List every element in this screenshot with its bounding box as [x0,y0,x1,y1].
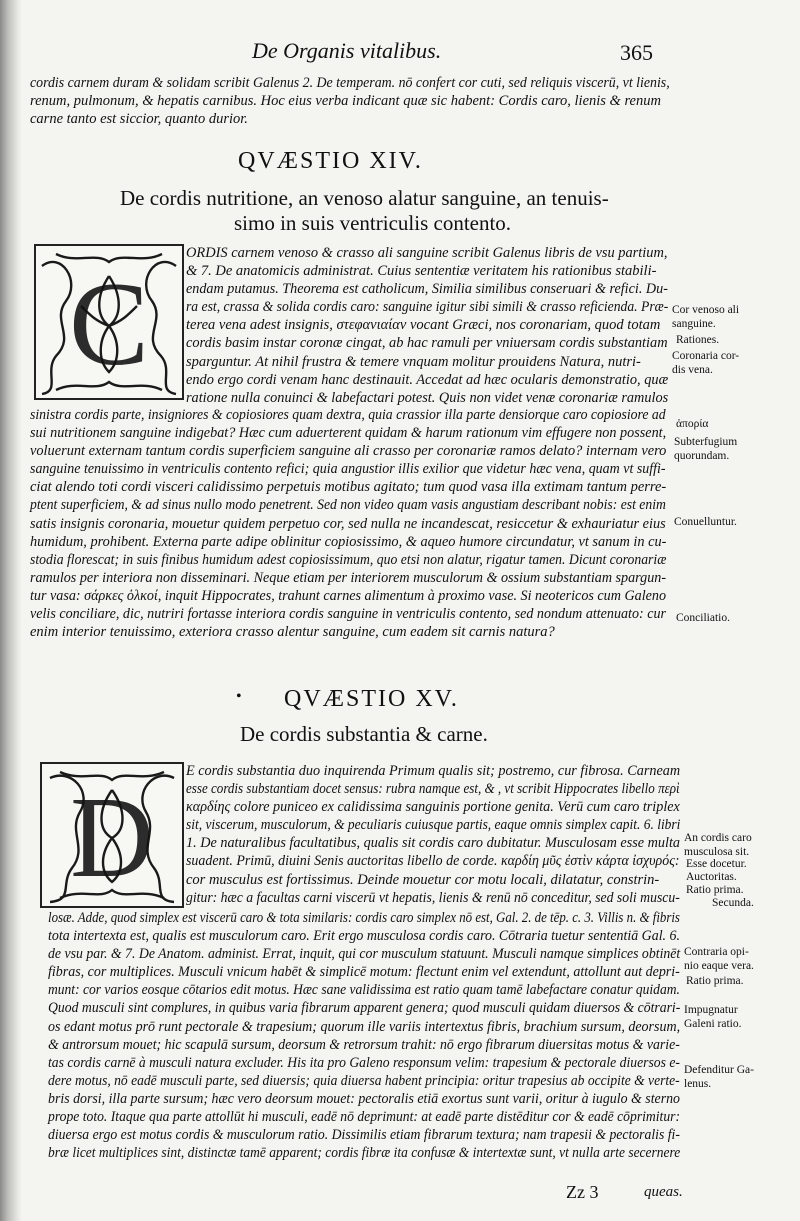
margin-note [686,975,744,989]
text-line: sanguine tenuissimo in ventriculis contento refici; quia angustior illis exilior que videtur hæc vena, quam vt suffi- [30,461,666,478]
text-line: E cordis substantia duo inquirenda Primum qualis sit; postremo, cur fibrosa. Carneam [186,763,681,779]
title-line: De cordis nutritione, an venoso alatur sanguine, an tenuis- [120,186,609,210]
page-gutter-shadow [0,0,22,1221]
margin-note-line: Defenditur Ga- [684,1064,754,1076]
text-line: endam putamus. Theorema est catholicum, Similia similibus conseruari & refici. Du- [186,281,668,298]
text-line: tota intertexta est, qualis est musculorum caro. Erit ergo musculosa cordis caro. Cōtraria tuetur sententiā Gal. 6. [48,928,680,945]
margin-note [674,516,737,530]
text-line: os edant motus prō runt pectorale & trapesium; quorum ille variis intertextus fibris, brachium sursum, deorsum, [48,1018,681,1035]
margin-note-line: Galeni ratio. [684,1017,742,1030]
text-line: prope toto. Itaque qua parte attollūt hi musculi, eadē nō deprimunt: at eadē parte distēditur cor & eadē cōprimitur: [48,1109,681,1126]
text-line: 1. De naturalibus facultatibus, qualis sit cordis caro dubitatur. Musculosam esse multa [186,835,681,852]
text-line: bræ licet multiplices sint, distinctæ tamē apparent; cordis fibræ ita confusæ & intertextæ sunt, vt nulla arte secernere [48,1145,681,1162]
margin-note-line: Conciliatio. [676,612,730,624]
margin-note [686,858,747,872]
text-line: ciat alendo toti cordi visceri calidissimo perpetuis motibus agitato; tum quod vasa illa extimam tantum perre- [30,479,667,496]
text-line: cor musculus est fortissimus. Deinde mouetur cor motu locali, dilatatur, constrin- [186,871,660,888]
catchword: queas. [644,1184,683,1200]
text-line: stodia florescat; in suis finibus humidum adest copiosissimum, quo etsi non alatur, rigatur tamen. Dicunt coronariæ [30,551,667,568]
text-line: suadent. Primū, diuini Senis auctoritas libello de corde. καρδίη μῦς ἐστὶν κάρτα ἰσχυρός: [186,853,680,870]
title-line: De cordis substantia & carne. [240,722,488,746]
margin-note [672,304,739,331]
margin-note-line: musculosa sit. [684,845,750,858]
text-line: & 7. De anatomicis administrat. Cuius sententiæ veritatem his rationibus stabili- [186,263,657,280]
margin-note [674,436,737,463]
margin-note-line: Subterfugium [674,436,738,448]
margin-note-line: Coronaria cor- [672,350,740,362]
text-line: humidum, prohibent. Externa parte adipe oblinitur copiosissimo, & aqueo humore circundatur, vt sanum in cu- [30,533,667,550]
question-15-body-indented [186,762,735,907]
margin-note-line: Ratio prima. [686,975,744,987]
question-14-title [120,186,609,236]
text-line: sit, viscerum, musculorum, & peculiaris cuiusque partis, eaque omnis simplex capit. 6. libri [186,817,681,834]
text-line: & antrorsum mouet; hic scapulā sursum, deorsum & retrorsum trahit: nō ergo fibrarum diuersitas motus & varie- [48,1036,680,1053]
margin-note [686,884,744,898]
text-line: Quod musculi sint complures, in quibus varia fibrarum apparent genera; quod musculi quidam diuersos & cōtrari- [48,1000,681,1017]
text-line: terea vena adest insignis, στεφανιαίαν vocant Græci, nos coronariam, quod totam [186,317,661,334]
text-line: fibras, cor multiplices. Musculi vnicum habēt & simplicē motum: flectunt enim vel extendunt, attollunt aut depri- [48,964,680,981]
margin-note-line: Secunda. [712,897,754,909]
margin-note-line: lenus. [684,1077,712,1090]
intro-paragraph [30,74,699,128]
margin-note [686,871,737,885]
margin-note-line: Impugnatur [684,1004,738,1016]
margin-note-line: nio eaque vera. [684,959,754,972]
question-14-heading: QVÆSTIO XIV. [238,148,423,174]
decorated-initial-d [40,762,184,908]
text-line: munt: cor varios eosque cōtarios edit motus. Hæc sane validissima est ratio quam tamē labefactare conatur quidam. [48,982,680,999]
initial-letter: D [70,774,154,902]
text-line: tur vasa: σάρκες ὁλκοί, inquit Hippocrates, trahunt carnes alimentum à proximo vase. Si neotericos cum Galeno [30,587,667,604]
question-15-body-full [48,909,760,1162]
text-line: ratione nulla conuinci & labefactari potest. Quis non videt venæ coronariæ ramulos [186,389,669,406]
margin-note [676,612,730,626]
text-line: voluerunt externam tantum cordis superficiem sanguine ali crasso per coronariæ ramos delato? internam vero [30,443,667,460]
margin-note-line: Auctoritas. [686,871,737,883]
text-line: losæ. Adde, quod simplex est viscerū caro & tota similaris: cordis caro simplex nō est, Gal. 2. de tēp. c. 3. Villis n. & fibris [48,910,680,926]
decorated-initial-c [34,244,184,400]
text-line: dere motus, nō eadē musculi parte, sed diuersis; quia diuersa habent principia: oritur trapesius ab occipite & verte- [48,1072,680,1089]
text-line: esse cordis substantiam docet sensus: rubra namque est, & , vt scribit Hippocrates libello περὶ [186,781,680,798]
text-line: sparguntur. At nihil frustra & temere vnquam molitur prouidens Natura, nutri- [186,353,641,370]
margin-note [684,832,752,859]
margin-note-line: Cor venoso ali [672,304,740,316]
margin-note-line: quorundam. [674,449,730,462]
text-line: ORDIS carnem venoso & crasso ali sanguine scribit Galenus libris de vsu partium, [186,245,668,261]
margin-note-line: Contraria opi- [684,946,749,958]
margin-note [684,1064,754,1091]
text-line: ra est, crassa & solida cordis caro: sanguine igitur sibi simili & crasso reficienda. Præ- [186,299,669,316]
margin-note [712,897,754,911]
bullet-mark: • [236,688,242,705]
margin-note-line: Conuelluntur. [674,516,737,528]
text-line: renum, pulmonum, & hepatis carnibus. Hoc eius verba indicant quæ sic habent: Cordis caro, lienis & renum [30,93,661,110]
margin-note [676,418,708,432]
text-line: cordis carnem duram & solidam scribit Galenus 2. De temperam. nō confert cor cuti, sed reliquis viscerū, vt lienis, [30,75,670,91]
text-line: καρδίης colore puniceo ex calidissima sanguinis portione genita. Verū cum caro triplex [186,799,680,816]
signature-mark: Zz 3 [566,1182,599,1202]
margin-note-line: ἀπορία [676,418,709,430]
margin-note-line: dis vena. [672,363,713,376]
text-line: de vsu par. & 7. De Anatom. administ. Errat, inquit, qui cor musculum statuunt. Musculi namque simplices obtinēt [48,946,681,963]
text-line: sui nutritionem sanguine indigebat? Hæc cum aduerterent quidam & harum rationum vim effugere non possent, [30,425,667,442]
text-line: cordis basim instar coronæ cingat, ab hac ramuli per vniuersam cordis substantiam [186,335,668,352]
text-line: velis conciliare, dic, nutriri fortasse interiora cordis sanguine in ventriculis contento, sed nondum attenuato: cur [30,606,666,623]
question-14-body-full [30,406,705,641]
initial-letter: C [68,257,150,390]
text-line: ptent superficiem, & ad sinus nullo modo penetrent. Sed non video quam vasis angustiam describant nobis: est enim [30,497,666,514]
text-line: satis insignis coronaria, mouetur quidem perpetuo cor, sed nulla ne incandescat, resiccetur & exhauriatur eius [30,515,666,532]
margin-note-line: Esse docetur. [686,858,747,870]
text-line: ramulos per interiora non disseminari. Neque etiam per interiorem musculorum & ossium substantiam spargun- [30,569,667,586]
text-line: endo ergo cordi venam hanc destinauit. Accedat ad hæc ocularis demonstratio, quæ [186,371,669,388]
ornament-icon [42,764,182,906]
text-line: tas cordis carnē à musculi natura excluder. His ita pro Galeno responsum velim: trapesium & pectorale diuersos e- [48,1054,680,1071]
running-head: De Organis vitalibus. [252,38,442,63]
margin-note [676,334,719,348]
margin-note-line: An cordis caro [684,832,752,844]
text-line: gitur: hæc a facultas carni viscerū vt hepatis, lienis & renū nō conceditur, sed soli muscu- [186,889,680,906]
question-15-title [240,722,488,747]
text-line: carne tanto est siccior, quanto durior. [30,111,248,128]
text-line: diuersa ergo est motus cordis & musculorum ratio. Dissimilis etiam fibrarum textura; nam trapesii & pectoralis fi- [48,1127,680,1144]
margin-note-line: sanguine. [672,317,716,330]
page-number: 365 [620,40,653,65]
title-line: simo in suis ventriculis contento. [234,211,512,235]
margin-note-line: Rationes. [676,334,720,346]
question-14-body-indented [186,244,698,407]
margin-note-line: Ratio prima. [686,884,744,896]
margin-note [684,1004,741,1031]
text-line: enim interior tenuissimo, exteriora crasso alentur sanguine, cum eadem sit carnis natura? [30,624,555,641]
question-15-heading: QVÆSTIO XV. [284,686,459,712]
text-line: sinistra cordis parte, insigniores & copiosiores quam dextra, quia crassior illa parte densiorque caro copiosiore ad [30,407,666,423]
ornament-icon [36,246,182,398]
margin-note [684,946,754,973]
text-line: bris dorsi, illa parte sursum; hæc vero deorsum mouet: pectoralis etiā exortus sunt varii, oritur à iugulo & sterno [48,1090,680,1107]
margin-note [672,350,739,377]
